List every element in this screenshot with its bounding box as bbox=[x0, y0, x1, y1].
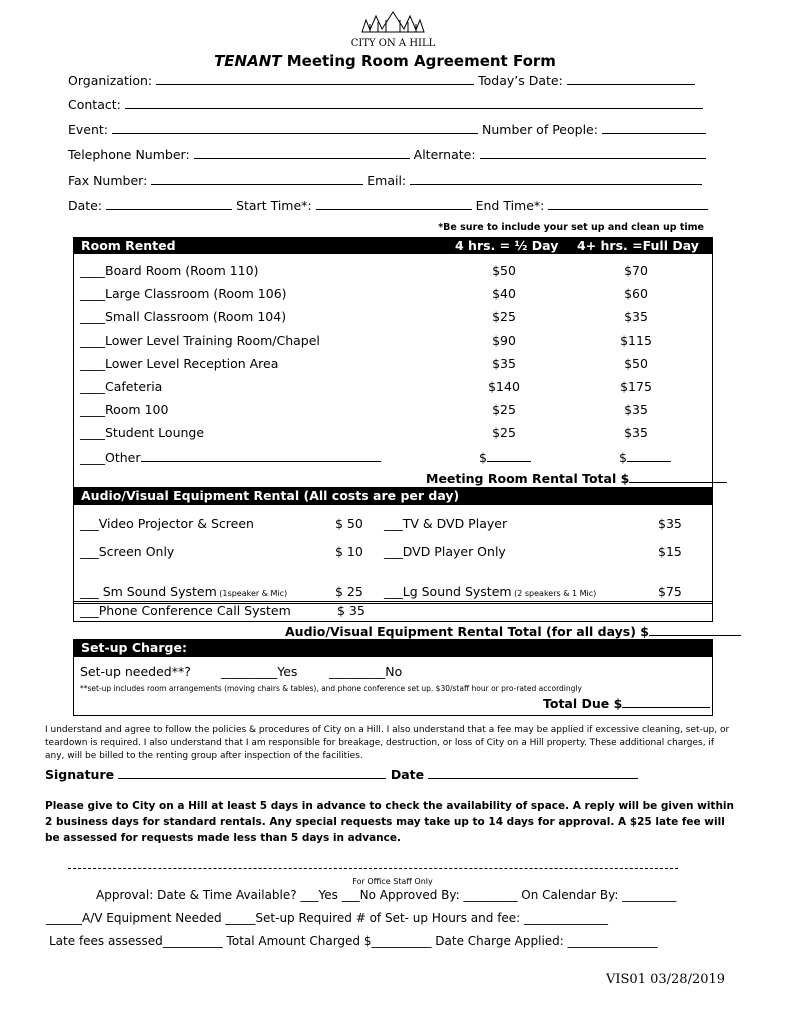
room-other-field[interactable] bbox=[141, 449, 381, 462]
av-phone-conf-price: $ 35 bbox=[337, 603, 365, 618]
av-lg-sound bbox=[384, 584, 596, 599]
alternate-label: Alternate: bbox=[413, 147, 476, 162]
av-tv-dvd-price: $35 bbox=[658, 516, 682, 531]
room-other-half-field[interactable] bbox=[487, 449, 531, 462]
room-item-name: ____Large Classroom (Room 106) bbox=[80, 286, 287, 301]
room-rented-label: Room Rented bbox=[81, 238, 176, 253]
av-dvd-only: ___DVD Player Only bbox=[384, 544, 506, 559]
av-video-projector-price: $ 50 bbox=[335, 516, 363, 531]
event-label: Event: bbox=[68, 122, 109, 137]
room-item-half-price: $90 bbox=[492, 333, 516, 348]
organization-row bbox=[68, 72, 695, 88]
half-day-header: 4 hrs. = ½ Day bbox=[455, 238, 559, 253]
room-item-full-price: $35 bbox=[624, 402, 648, 417]
room-item-half-price: $140 bbox=[488, 379, 520, 394]
room-item-half-price: $25 bbox=[492, 402, 516, 417]
av-phone-conf: ___Phone Conference Call System bbox=[80, 603, 291, 618]
agreement-text: I understand and agree to follow the policies & procedures of City on a Hill. I also understand that a fee may be applied if excessive cleaning, set-up, or teardown is required. I also understand that I am responsible for breakage, destruction, or loss of City on a Hill property. These additional charges, if any, will be billed to the renting group after inspection of the facilities. bbox=[45, 725, 730, 761]
office-approval: Approval: Date & Time Available? ___Yes ___No Approved By: _________ On Calendar By: _________ bbox=[96, 888, 677, 902]
room-item-half-price: $40 bbox=[492, 286, 516, 301]
telephone-row bbox=[68, 146, 706, 162]
event-field[interactable] bbox=[112, 121, 478, 134]
av-lg-sound-price: $75 bbox=[658, 584, 682, 599]
room-item-full-price: $115 bbox=[620, 333, 652, 348]
room-item-full-price: $50 bbox=[624, 356, 648, 371]
room-other-full-field[interactable] bbox=[627, 449, 671, 462]
room-item-name: ____Room 100 bbox=[80, 402, 169, 417]
signature-field[interactable] bbox=[118, 766, 386, 779]
alternate-field[interactable] bbox=[480, 146, 706, 159]
room-other-label: ____Other bbox=[80, 450, 141, 465]
office-divider bbox=[68, 868, 678, 869]
room-item-name: ____Small Classroom (Room 104) bbox=[80, 309, 287, 324]
room-other-full-label: $ bbox=[619, 450, 627, 465]
fax-row bbox=[68, 172, 702, 188]
date-label: Date: bbox=[68, 198, 103, 213]
organization-label: Organization: bbox=[68, 73, 153, 88]
total-due bbox=[543, 695, 710, 711]
room-item-name: ____Student Lounge bbox=[80, 425, 205, 440]
meeting-room-total bbox=[426, 470, 727, 486]
room-item-half-price: $50 bbox=[492, 263, 516, 278]
signature-date-label: Date bbox=[390, 767, 425, 782]
av-sm-sound-detail: (1speaker & Mic) bbox=[216, 589, 288, 598]
title-italic: TENANT bbox=[214, 52, 282, 70]
setup-no[interactable]: _________No bbox=[329, 664, 403, 679]
room-other-full bbox=[619, 449, 671, 465]
telephone-field[interactable] bbox=[194, 146, 410, 159]
fax-field[interactable] bbox=[151, 172, 363, 185]
office-late-fees: Late fees assessed__________ Total Amount Charged $__________ Date Charge Applied: _______________ bbox=[49, 934, 658, 948]
contact-row bbox=[68, 96, 703, 112]
todays-date-label: Today’s Date: bbox=[478, 73, 563, 88]
form-title bbox=[0, 52, 770, 70]
room-item-name: ____Lower Level Training Room/Chapel bbox=[80, 333, 320, 348]
city-on-a-hill-logo bbox=[350, 12, 436, 50]
av-header-label: Audio/Visual Equipment Rental (All costs are per day) bbox=[81, 488, 460, 503]
date-field[interactable] bbox=[106, 197, 232, 210]
av-lg-sound-detail: (2 speakers & 1 Mic) bbox=[511, 589, 597, 598]
number-of-people-field[interactable] bbox=[602, 121, 706, 134]
av-sm-sound bbox=[80, 584, 287, 599]
room-other-half-label: $ bbox=[479, 450, 487, 465]
logo-text: CITY ON A HILL bbox=[350, 38, 436, 49]
office-av-needed: ______A/V Equipment Needed _____Set-up Required # of Set- up Hours and fee: ______________ bbox=[46, 911, 609, 925]
room-item-name: ____Cafeteria bbox=[80, 379, 163, 394]
start-time-field[interactable] bbox=[316, 197, 472, 210]
organization-field[interactable] bbox=[156, 72, 474, 85]
signature-label: Signature bbox=[45, 767, 115, 782]
av-dvd-only-price: $15 bbox=[658, 544, 682, 559]
contact-field[interactable] bbox=[125, 96, 703, 109]
room-item-name: ____Board Room (Room 110) bbox=[80, 263, 259, 278]
setup-yes[interactable]: _________Yes bbox=[221, 664, 298, 679]
fax-label: Fax Number: bbox=[68, 173, 148, 188]
full-day-header: 4+ hrs. =Full Day bbox=[577, 238, 699, 253]
email-label: Email: bbox=[367, 173, 407, 188]
office-heading: For Office Staff Only bbox=[352, 877, 433, 886]
meeting-room-total-field[interactable] bbox=[629, 470, 727, 483]
todays-date-field[interactable] bbox=[567, 72, 695, 85]
av-header bbox=[73, 487, 713, 504]
email-field[interactable] bbox=[410, 172, 702, 185]
end-time-label: End Time*: bbox=[475, 198, 545, 213]
setup-note: **set-up includes room arrangements (moving chairs & tables), and phone conference set up. $30/staff hour or pro-rated accordingly bbox=[80, 684, 582, 693]
meeting-room-total-label: Meeting Room Rental Total $ bbox=[426, 471, 630, 486]
form-code: VIS01 03/28/2019 bbox=[606, 972, 726, 987]
room-other-row bbox=[80, 449, 381, 465]
room-item-full-price: $35 bbox=[624, 425, 648, 440]
advance-notice: Please give to City on a Hill at least 5 days in advance to check the availability of space. A reply will be given within 2 business days for standard rentals. Any special requests may take up to 14 days for approval. A $25 late fee will be assessed for requests made less than 5 days in advance. bbox=[45, 800, 734, 844]
setup-question: Set-up needed**? bbox=[80, 664, 191, 679]
total-due-label: Total Due $ bbox=[543, 696, 623, 711]
contact-label: Contact: bbox=[68, 97, 121, 112]
av-total-label: Audio/Visual Equipment Rental Total (for all days) $ bbox=[285, 624, 649, 639]
room-item-full-price: $60 bbox=[624, 286, 648, 301]
room-item-half-price: $35 bbox=[492, 356, 516, 371]
setup-header-label: Set-up Charge: bbox=[81, 640, 187, 655]
av-video-projector: ___Video Projector & Screen bbox=[80, 516, 254, 531]
setup-header bbox=[73, 639, 713, 656]
title-rest: Meeting Room Agreement Form bbox=[281, 52, 556, 70]
av-sm-sound-price: $ 25 bbox=[335, 584, 363, 599]
room-rented-header bbox=[73, 237, 713, 254]
room-other-half bbox=[479, 449, 531, 465]
av-screen-only: ___Screen Only bbox=[80, 544, 175, 559]
room-item-full-price: $35 bbox=[624, 309, 648, 324]
room-item-half-price: $25 bbox=[492, 309, 516, 324]
telephone-label: Telephone Number: bbox=[68, 147, 190, 162]
signature-row bbox=[45, 766, 638, 782]
av-sm-sound-label: ___ Sm Sound System bbox=[80, 584, 217, 599]
event-row bbox=[68, 121, 706, 137]
signature-date-field[interactable] bbox=[428, 766, 638, 779]
end-time-field[interactable] bbox=[548, 197, 708, 210]
av-lg-sound-label: ___Lg Sound System bbox=[384, 584, 512, 599]
av-total bbox=[285, 623, 741, 639]
av-tv-dvd: ___TV & DVD Player bbox=[384, 516, 508, 531]
number-of-people-label: Number of People: bbox=[482, 122, 598, 137]
av-total-field[interactable] bbox=[649, 623, 741, 636]
start-time-label: Start Time*: bbox=[236, 198, 312, 213]
av-screen-only-price: $ 10 bbox=[335, 544, 363, 559]
room-item-half-price: $25 bbox=[492, 425, 516, 440]
total-due-field[interactable] bbox=[622, 695, 710, 708]
room-item-full-price: $175 bbox=[620, 379, 652, 394]
room-item-full-price: $70 bbox=[624, 263, 648, 278]
date-row bbox=[68, 197, 708, 213]
setup-time-note: *Be sure to include your set up and clean up time bbox=[438, 222, 704, 233]
room-item-name: ____Lower Level Reception Area bbox=[80, 356, 279, 371]
